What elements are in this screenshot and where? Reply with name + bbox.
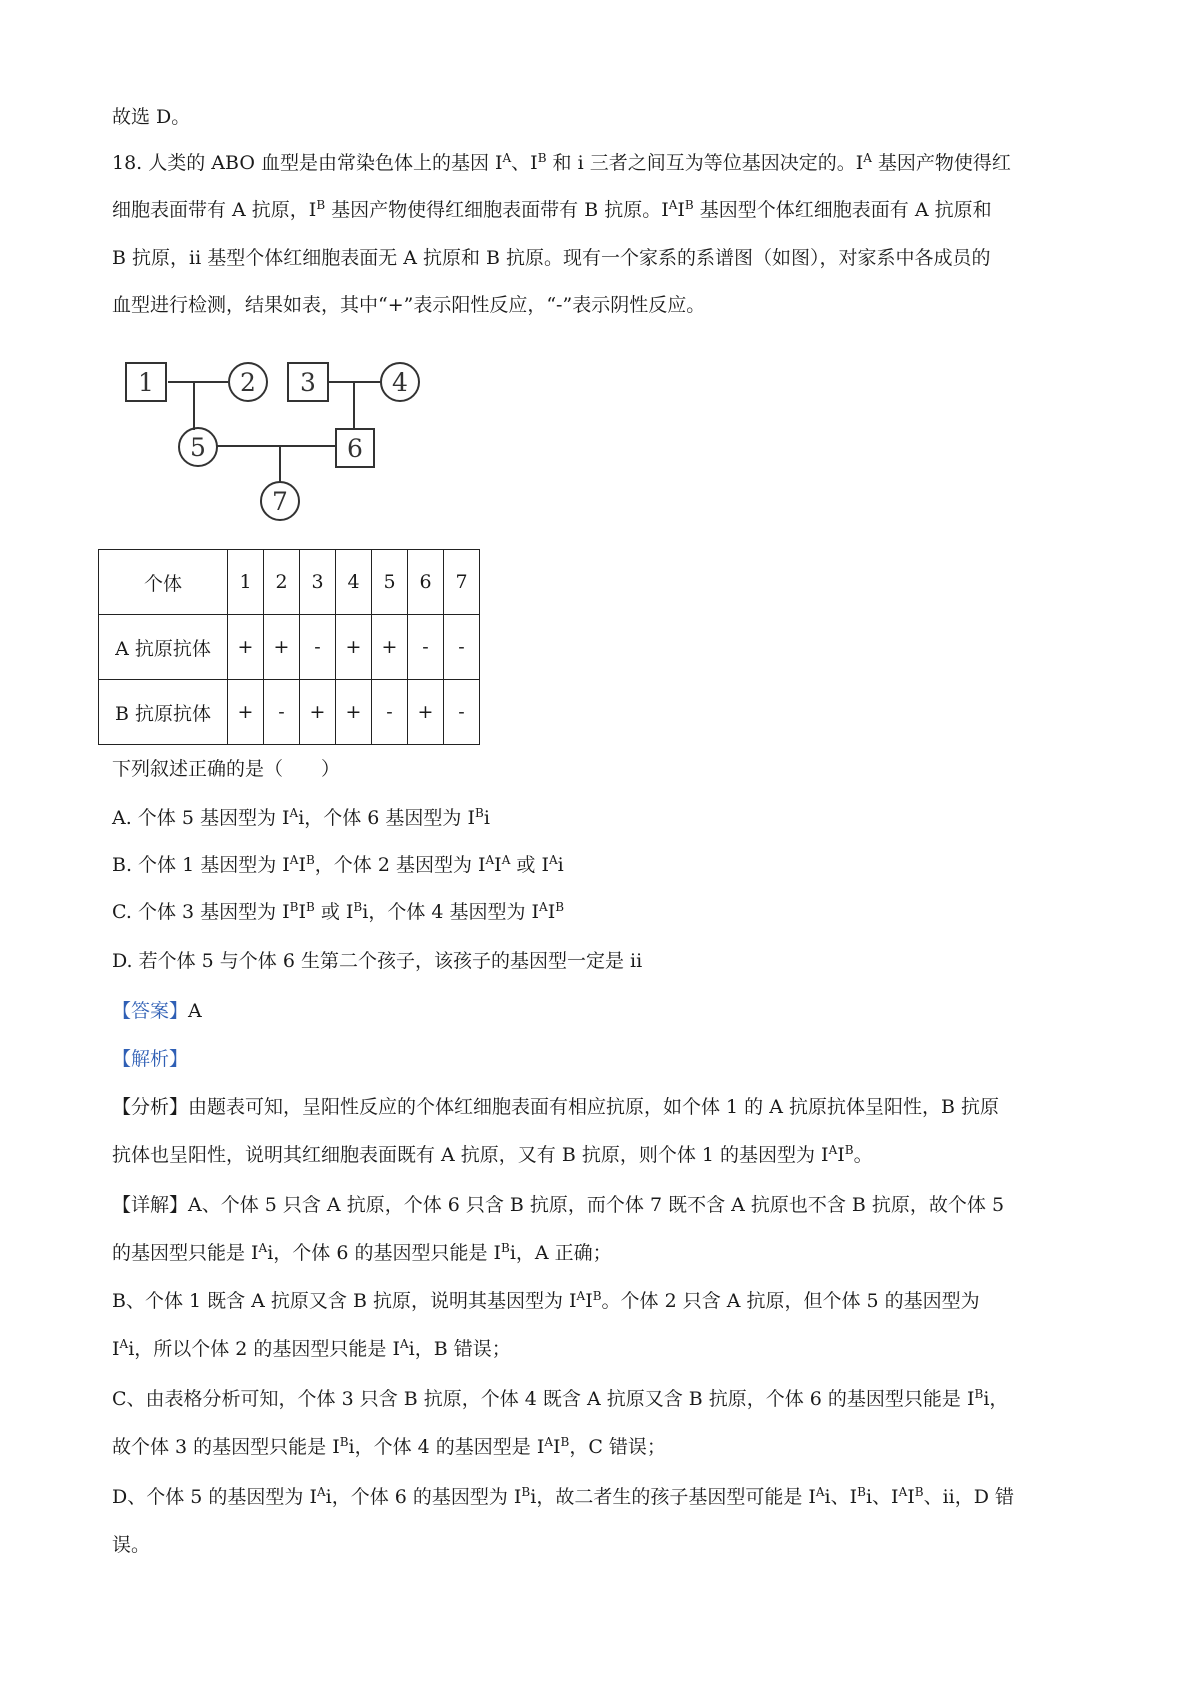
member-7-label: 7	[272, 487, 288, 516]
table-cell: -	[300, 615, 336, 680]
superscript: A	[576, 1289, 586, 1303]
text: B 抗原，ii 基型个体红细胞表面无 A 抗原和 B 抗原。现有一个家系的系谱图（如图），对家系中各成员的	[112, 247, 991, 269]
table-cell: +	[264, 615, 300, 680]
superscript: B	[306, 900, 315, 914]
text: C. 个体 3 基因型为 I	[112, 901, 290, 923]
answer-line	[112, 998, 202, 1024]
text: i，所以个体 2 的基因型只能是 I	[128, 1338, 400, 1360]
text: 18. 人类的 ABO 血型是由常染色体上的基因 I	[112, 152, 503, 174]
answer-label: 【答案】	[112, 1000, 189, 1022]
text: I	[298, 854, 306, 876]
text: 下列叙述正确的是（ ）	[112, 758, 341, 780]
superscript: A	[863, 151, 872, 165]
pedigree-diagram	[118, 342, 438, 524]
analysis-label: 【解析】	[112, 1048, 189, 1070]
superscript: A	[501, 853, 511, 867]
table-cell: -	[264, 680, 300, 745]
superscript: A	[539, 900, 548, 914]
table-cell: -	[444, 615, 480, 680]
superscript: B	[684, 198, 694, 212]
text: 、ii，D 错	[923, 1486, 1015, 1508]
analysis-line	[112, 1240, 612, 1266]
analysis-line	[112, 1142, 873, 1168]
row-label: A 抗原抗体	[99, 615, 228, 680]
superscript: B	[844, 1143, 854, 1157]
analysis-line	[112, 1532, 150, 1558]
superscript: A	[289, 806, 299, 820]
superscript: A	[815, 1485, 825, 1499]
text: i	[557, 854, 564, 876]
blood-type-table	[98, 549, 480, 745]
superscript: A	[119, 1337, 129, 1351]
superscript: B	[974, 1387, 984, 1401]
text: 【详解】A、个体 5 只含 A 抗原，个体 6 只含 B 抗原，而个体 7 既不含 A 抗原也不含 B 抗原，故个体 5	[112, 1194, 1005, 1216]
text: 故选 D。	[112, 106, 191, 128]
superscript: B	[501, 1241, 510, 1255]
superscript: A	[316, 1485, 326, 1499]
text: 【分析】由题表可知，呈阳性反应的个体红细胞表面有相应抗原，如个体 1 的 A 抗原抗体呈阳性，B 抗原	[112, 1096, 999, 1118]
table-cell: +	[336, 680, 372, 745]
superscript: B	[353, 900, 363, 914]
table-cell: -	[444, 680, 480, 745]
table-row	[99, 615, 480, 680]
table-cell: +	[300, 680, 336, 745]
text: C、由表格分析可知，个体 3 只含 B 抗原，个体 4 既含 A 抗原又含 B 抗原，个体 6 的基因型只能是 I	[112, 1388, 975, 1410]
text: I	[494, 854, 502, 876]
table-column-header: 5	[372, 550, 408, 615]
table-cell: +	[228, 680, 264, 745]
text: i	[483, 807, 490, 829]
option-a	[112, 805, 490, 831]
text: i、I	[865, 1486, 899, 1508]
text: 故个体 3 的基因型只能是 I	[112, 1436, 340, 1458]
text: B、个体 1 既含 A 抗原又含 B 抗原，说明其基因型为 I	[112, 1290, 577, 1312]
superscript: A	[289, 853, 299, 867]
text: 细胞表面带有 A 抗原，I	[112, 199, 317, 221]
text: i，	[983, 1388, 1009, 1410]
text: D. 若个体 5 与个体 6 生第二个孩子，该孩子的基因型一定是 ii	[112, 950, 643, 972]
table-column-header: 3	[300, 550, 336, 615]
table-column-header: 1	[228, 550, 264, 615]
text: D、个体 5 的基因型为 I	[112, 1486, 317, 1508]
superscript: A	[898, 1485, 908, 1499]
table-cell: +	[228, 615, 264, 680]
superscript: A	[399, 1337, 409, 1351]
text: i，个体 6 的基因型只能是 I	[267, 1242, 502, 1264]
table-row	[99, 680, 480, 745]
text: i，故二者生的孩子基因型可能是 I	[530, 1486, 816, 1508]
question-18-line-1	[112, 150, 1011, 176]
question-prompt	[112, 756, 340, 782]
table-column-header: 6	[408, 550, 444, 615]
text: i，个体 4 的基因型是 I	[348, 1436, 545, 1458]
text: A. 个体 5 基因型为 I	[112, 807, 290, 829]
superscript: B	[560, 1435, 570, 1449]
text: 基因产物使得红	[871, 152, 1011, 174]
text: i，个体 4 基因型为 I	[362, 901, 540, 923]
text: I	[677, 199, 685, 221]
text: 的基因型只能是 I	[112, 1242, 259, 1264]
text: 误。	[112, 1534, 151, 1556]
text: ，C 错误；	[569, 1436, 666, 1458]
analysis-heading	[112, 1046, 188, 1072]
member-3-label: 3	[300, 368, 316, 397]
analysis-line	[112, 1336, 511, 1362]
text: 抗体也呈阳性，说明其红细胞表面既有 A 抗原，又有 B 抗原，则个体 1 的基因型为 I	[112, 1144, 829, 1166]
superscript: A	[485, 853, 495, 867]
table-cell: -	[372, 680, 408, 745]
superscript: A	[548, 853, 558, 867]
text: 。	[853, 1144, 873, 1166]
superscript: A	[668, 198, 678, 212]
table-header-row	[99, 550, 480, 615]
member-1-label: 1	[138, 368, 154, 397]
text: B. 个体 1 基因型为 I	[112, 854, 290, 876]
member-2-label: 2	[240, 368, 256, 397]
analysis-line	[112, 1192, 1004, 1218]
text: ，个体 2 基因型为 I	[314, 854, 486, 876]
text: i，个体 6 基因型为 I	[298, 807, 475, 829]
superscript: B	[305, 853, 315, 867]
text: 、I	[511, 152, 538, 174]
analysis-line	[112, 1094, 999, 1120]
text: 基因产物使得红细胞表面带有 B 抗原。I	[325, 199, 669, 221]
text: 血型进行检测，结果如表，其中“+”表示阳性反应，“-”表示阴性反应。	[112, 294, 706, 316]
text: 。个体 2 只含 A 抗原，但个体 5 的基因型为	[601, 1290, 980, 1312]
superscript: B	[474, 806, 484, 820]
text: I	[907, 1486, 915, 1508]
option-b	[112, 852, 564, 878]
text: I	[585, 1290, 593, 1312]
superscript: B	[339, 1435, 349, 1449]
member-5-label: 5	[190, 433, 206, 462]
table-cell: +	[408, 680, 444, 745]
text: 基因型个体红细胞表面有 A 抗原和	[693, 199, 992, 221]
superscript: A	[828, 1143, 838, 1157]
table-column-header: 4	[336, 550, 372, 615]
text: 和 i 三者之间互为等位基因决定的。I	[546, 152, 864, 174]
text: 或 I	[314, 901, 354, 923]
table-column-header: 2	[264, 550, 300, 615]
text: i、I	[824, 1486, 858, 1508]
table-cell: +	[336, 615, 372, 680]
superscript: B	[289, 900, 299, 914]
text: 或 I	[510, 854, 549, 876]
superscript: B	[857, 1485, 866, 1499]
text: i，B 错误；	[408, 1338, 511, 1360]
superscript: B	[592, 1289, 602, 1303]
text: I	[837, 1144, 845, 1166]
analysis-line	[112, 1288, 980, 1314]
superscript: B	[555, 900, 565, 914]
analysis-line	[112, 1386, 1008, 1412]
superscript: B	[521, 1485, 531, 1499]
question-18-line-3	[112, 245, 991, 271]
table-header-label: 个体	[99, 550, 228, 615]
text: I	[547, 901, 556, 923]
answer-value: A	[188, 1000, 202, 1022]
text: i，A 正确；	[509, 1242, 612, 1264]
superscript: A	[258, 1241, 268, 1255]
superscript: A	[544, 1435, 554, 1449]
analysis-line	[112, 1434, 666, 1460]
analysis-line	[112, 1484, 1014, 1510]
question-18-line-4	[112, 292, 705, 318]
option-c	[112, 899, 564, 925]
table-cell: -	[408, 615, 444, 680]
table-column-header: 7	[444, 550, 480, 615]
option-d	[112, 948, 642, 974]
superscript: B	[914, 1485, 924, 1499]
row-label: B 抗原抗体	[99, 680, 228, 745]
table-cell: +	[372, 615, 408, 680]
text: i，个体 6 的基因型为 I	[325, 1486, 522, 1508]
conclusion-line	[112, 104, 190, 130]
member-4-label: 4	[392, 368, 408, 397]
text: I	[553, 1436, 561, 1458]
superscript: B	[316, 198, 326, 212]
question-18-line-2	[112, 197, 992, 223]
text: I	[112, 1338, 120, 1360]
superscript: A	[502, 151, 512, 165]
member-6-label: 6	[347, 434, 363, 463]
text: I	[298, 901, 306, 923]
superscript: B	[537, 151, 547, 165]
